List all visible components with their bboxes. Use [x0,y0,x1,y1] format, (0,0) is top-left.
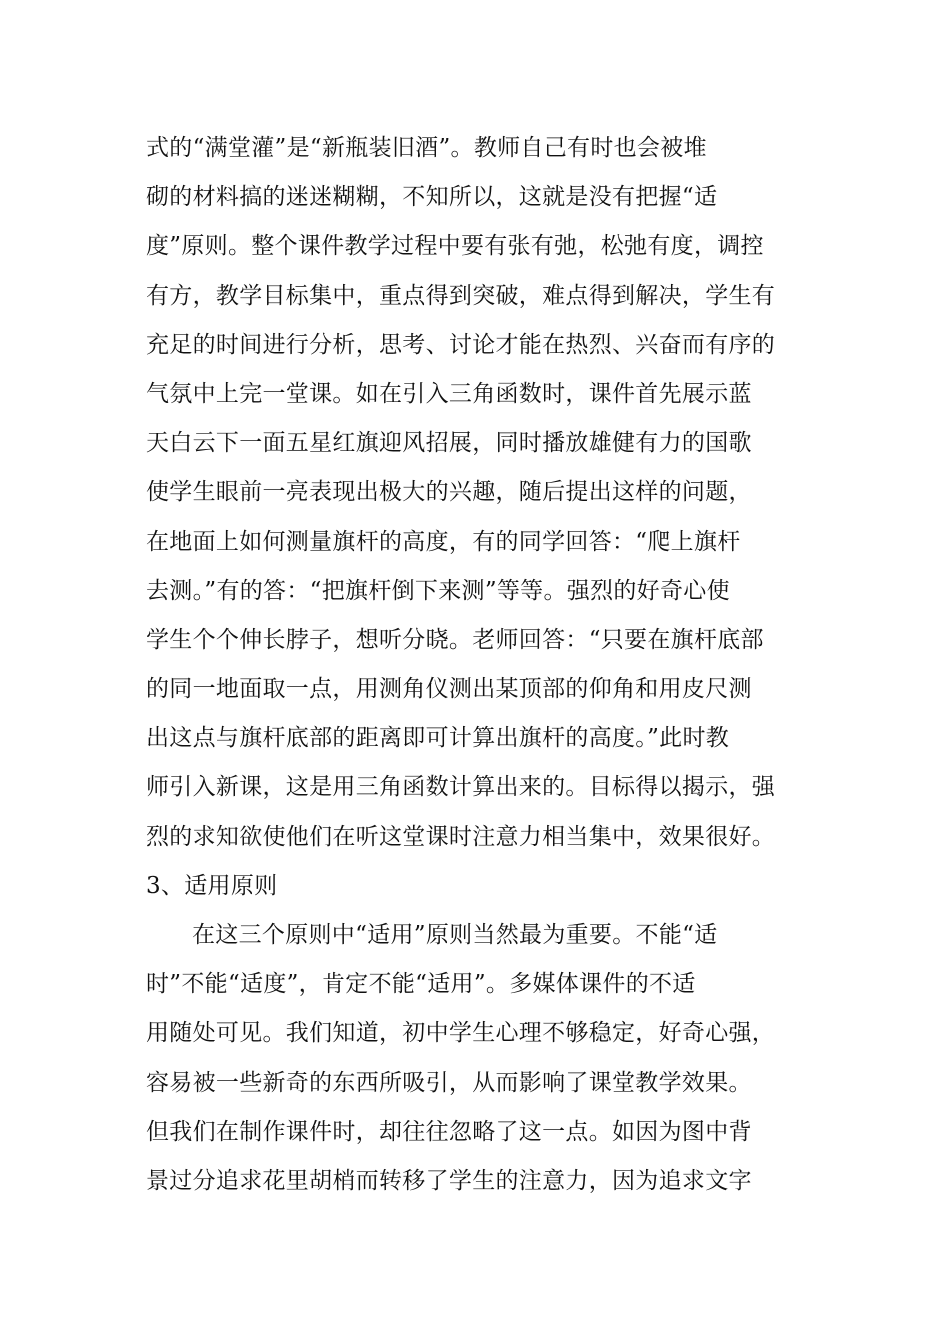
text-line: 充足的时间进行分析，思考、讨论才能在热烈、兴奋而有序的 [146,331,776,358]
text-line: 有方，教学目标集中，重点得到突破，难点得到解决，学生有 [146,282,776,309]
body-text [146,124,826,1206]
text-line: 但我们在制作课件时，却往往忽略了这一点。如因为图中背 [146,1118,752,1145]
text-line: 使学生眼前一亮表现出极大的兴趣，随后提出这样的问题， [146,479,752,506]
section-heading: 3、适用原则 [146,872,278,899]
text-line: 在地面上如何测量旗杆的高度，有的同学回答：“爬上旗杆 [146,528,741,555]
text-line: 天白云下一面五星红旗迎风招展，同时播放雄健有力的国歌 [146,430,752,457]
text-line: 用随处可见。我们知道，初中学生心理不够稳定，好奇心强， [146,1020,776,1047]
text-line: 烈的求知欲使他们在听这堂课时注意力相当集中，效果很好。 [146,823,776,850]
paragraph-first-line: 在这三个原则中“适用”原则当然最为重要。不能“适 [192,922,718,948]
text-line: 气氛中上完一堂课。如在引入三角函数时，课件首先展示蓝 [146,380,752,407]
text-line: 式的“满堂灌”是“新瓶装旧酒”。教师自己有时也会被堆 [146,135,707,161]
text-line: 时”不能“适度”，肯定不能“适用”。多媒体课件的不适 [146,971,696,998]
text-line: 学生个个伸长脖子，想听分晓。老师回答：“只要在旗杆底部 [146,626,764,653]
text-line: 出这点与旗杆底部的距离即可计算出旗杆的高度。”此时教 [146,725,730,752]
text-line: 师引入新课，这是用三角函数计算出来的。目标得以揭示，强 [146,774,776,801]
text-line: 去测。”有的答：“把旗杆倒下来测”等等。强烈的好奇心使 [146,577,730,604]
text-line: 的同一地面取一点，用测角仪测出某顶部的仰角和用皮尺测 [146,676,752,703]
text-line: 景过分追求花里胡梢而转移了学生的注意力，因为追求文字 [146,1167,752,1194]
text-line: 容易被一些新奇的东西所吸引，从而影响了课堂教学效果。 [146,1069,752,1096]
text-line: 度”原则。整个课件教学过程中要有张有弛，松弛有度，调控 [146,233,764,260]
text-line: 砌的材料搞的迷迷糊糊，不知所以，这就是没有把握“适 [146,184,718,211]
